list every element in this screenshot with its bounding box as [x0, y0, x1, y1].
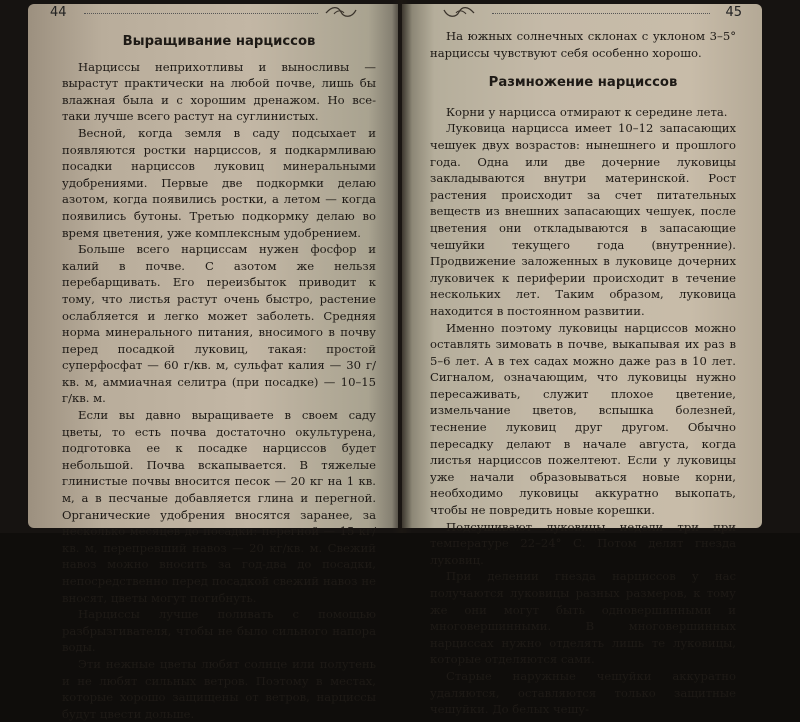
section-heading-propagation: Размножение нарциссов: [488, 75, 678, 91]
flourish-ornament-icon: [324, 4, 358, 20]
paragraph: Луковица нарцисса имеет 10–12 запасающих чешуек двух возрастов: нынешнего и прошлого года. Одна или две дочерние луковицы закладываются внутри материнской. Рост растения происходит за счет питательных веществ из внешних запасающих чешуек, после цветения они откладываются в запасающие чешуйки текущего года (внутренние). Продвижение заложенных в луковице дочерних луковичек к периферии происходит в течение нескольких лет. Таким образом, луковица находится в постоянном развитии.: [430, 121, 736, 318]
paragraph: Нарциссы лучше поливать с помощью разбрызгивателя, чтобы не было сильного напора воды.: [62, 607, 376, 655]
paragraph: Нарциссы неприхотливы и выносливы — вырастут практически на любой почве, лишь бы влажная была и с хорошим дренажом. Но все-таки лучше всего растут на суглинистых.: [62, 59, 376, 124]
paragraph: Эти нежные цветы любят солнце или полутень и не любят сильных ветров. Поэтому в местах, которые хорошо защищены от ветров, нарциссы будут цвести дольше.: [62, 656, 376, 721]
right-page: [402, 4, 762, 717]
book-gutter: [392, 0, 412, 533]
paragraph: Старые наружные чешуйки аккуратно удаляются, оставляются только защитные чешуйки. До белых чешу-: [430, 668, 736, 717]
paragraph: Подсушивают луковицы недели три при температуре 22–24° С. Потом делят гнезда луковиц.: [430, 519, 736, 567]
header-rule: [84, 13, 318, 14]
paragraph: Корни у нарцисса отмирают к середине лета.: [446, 104, 728, 119]
header-rule: [492, 13, 710, 14]
left-page-number: 44: [50, 5, 67, 20]
left-page-text: [62, 28, 376, 722]
right-page-text: [430, 28, 736, 718]
paragraph: Если вы давно выращиваете в своем саду цветы, то есть почва достаточно окультурена, подготовка ее к посадке нарциссов будет небольшой. Почва вскапывается. В тяжелые глинистые почвы вносится песок — 20 кг на 1 кв. м, а в песчаные добавляется глина и перегной. Органические удобрения вносятся заранее, за несколько месяцев до посадки: перегной — 15 кг/кв. м, перепревший навоз — 20 кг/кв. м. Свежий навоз можно вносить за год-два до посадки, непосредственно перед посадкой свежий навоз не вносят, цветы могут погибнуть.: [62, 408, 376, 605]
left-page: [28, 4, 398, 721]
paragraph: На южных солнечных склонах с уклоном 3–5° нарциссы чувствуют себя особенно хорошо.: [430, 29, 736, 60]
paragraph: Именно поэтому луковицы нарциссов можно оставлять зимовать в почве, выкапывая их раз в 5–6 лет. А в тех садах можно даже раз в 10 лет. Сигналом, означающим, что луковицы нужно пересаживать, служит плохое цветение, измельчание цветов, вспышка болезней, теснение луковиц друг другом. Обычно пересадку делают в начале августа, когда листья нарциссов пожелтеют. Если у луковицы уже начали образовываться новые корни, необходимо луковицы аккуратно выкопать, чтобы не повредить новые корешки.: [430, 320, 736, 518]
paragraph: Больше всего нарциссам нужен фосфор и калий в почве. С азотом же нельзя перебарщивать. Его переизбыток приводит к тому, что листья растут очень быстро, растение ослабляется и легко может заболеть. Средняя норма минерального питания, вносимого в почву перед посадкой луковиц, такая: простой суперфосфат — 60 г/кв. м, сульфат калия — 30 г/кв. м, аммиачная селитра (при посадке) — 10–15 г/кв. м.: [62, 242, 376, 406]
right-page-number: 45: [725, 5, 742, 20]
flourish-ornament-icon: [442, 4, 476, 20]
section-heading-growing: Выращивание нарциссов: [122, 34, 316, 49]
paragraph: Весной, когда земля в саду подсыхает и появляются ростки нарциссов, я подкармливаю посадки нарциссов луковиц минеральными удобрениями. Первые две подкормки делаю азотом, когда появились ростки, а летом — когда появились бутоны. Третью подкормку делаю во время цветения, уже комплексным удобрением.: [62, 125, 376, 240]
paragraph: При делении гнезда нарциссов у нас получаются луковицы разных размеров, к тому же они могут быть одновершинными и многовершинными. В многовершинных нарциссах нужно отделять лишь те луковицы, которые отделяются сами.: [430, 569, 736, 667]
